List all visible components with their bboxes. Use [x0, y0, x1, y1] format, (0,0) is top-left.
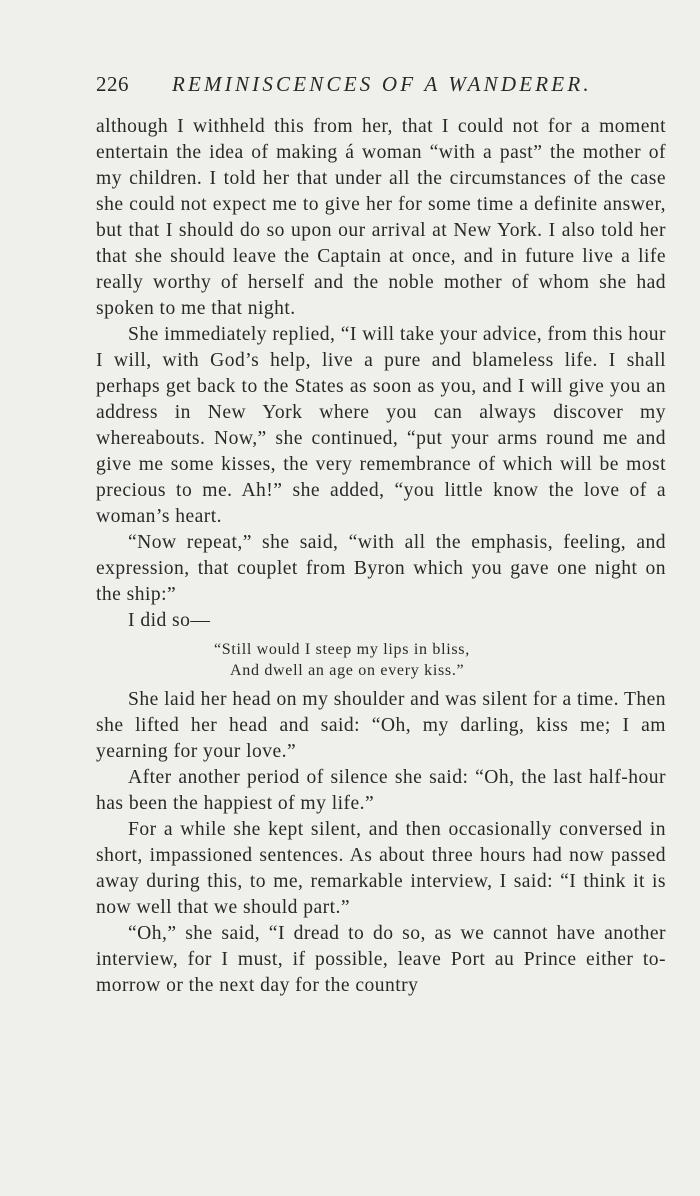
paragraph-did-so: I did so—	[128, 610, 211, 631]
verse-quotation	[214, 639, 666, 681]
paragraph-impassioned-sentences: For a while she kept silent, and then occasionally conversed in short, impassioned sentences. As about three hours had now passed away during this, to me, remarkable interview, I said: “I think it is now well that we should part.”	[96, 819, 666, 918]
verse-line-1: “Still would I steep my lips in bliss,	[214, 641, 470, 658]
paragraph-happiest-half-hour: After another period of silence she said: “Oh, the last half-hour has been the happiest of my life.”	[96, 767, 666, 814]
verse-line-2: And dwell an age on every kiss.”	[230, 662, 465, 679]
page-number: 226	[96, 72, 129, 96]
paragraph-continuation: although I withheld this from her, that I could not for a moment entertain the idea of making á woman “with a past” the mother of my children. I told her that under all the circumstances of the case she could not expect me to give her for some time a definite answer, but that I should do so upon our arrival at New York. I also told her that she should leave the Captain at once, and in future live a life really worthy of herself and the noble mother of whom she had spoken to me that night.	[96, 116, 666, 319]
paragraph-dread-parting: “Oh,” she said, “I dread to do so, as we cannot have another interview, for I must, if possible, leave Port au Prince either to-morrow or the next day for the country	[96, 923, 666, 996]
paragraph-advice-reply: She immediately replied, “I will take your advice, from this hour I will, with God’s help, live a pure and blameless life. I shall perhaps get back to the States as soon as you, and I will give you an address in New York where you can always discover my whereabouts. Now,” she continued, “put your arms round me and give me some kisses, the very remembrance of which will be most precious to me. Ah!” she added, “you little know the love of a woman’s heart.	[96, 324, 666, 527]
running-head	[96, 72, 616, 102]
page-body	[96, 114, 666, 999]
paragraph-byron-request: “Now repeat,” she said, “with all the emphasis, feeling, and expression, that couplet from Byron which you gave one night on the ship:”	[96, 532, 666, 605]
running-title: REMINISCENCES OF A WANDERER.	[172, 72, 592, 96]
paragraph-head-on-shoulder: She laid her head on my shoulder and was silent for a time. Then she lifted her head and said: “Oh, my darling, kiss me; I am yearning for your love.”	[96, 689, 666, 762]
